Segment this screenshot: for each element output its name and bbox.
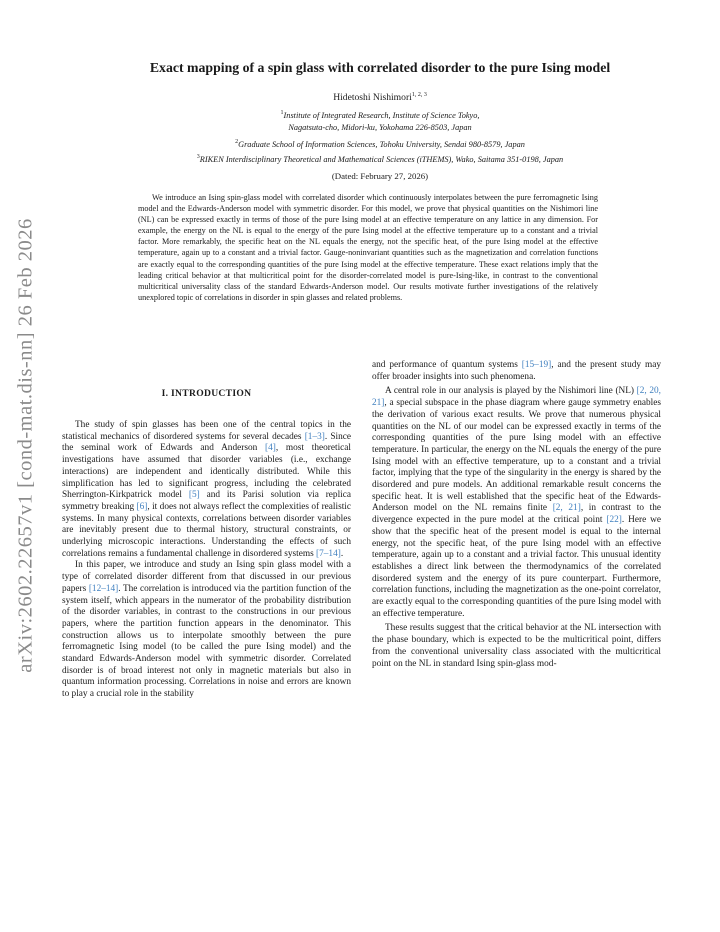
paragraph-text: , it does not always reflect the complexities of realistic systems. In many physical contexts, correlations between disorder variables are inevitably present due to thermal history, structural constraints, or underlying microscopic interactions. Understanding the effects of such correlations remains a fundamental challenge in disordered systems xyxy=(62,501,352,559)
affiliation-2-line-1: Graduate School of Information Sciences, Tohoku University, Sendai 980-8579, Japan xyxy=(238,140,525,149)
date-line: (Dated: February 27, 2026) xyxy=(331,171,429,181)
section-heading-introduction: I. INTRODUCTION xyxy=(161,388,252,399)
paragraph-text: , and the present study may offer broader insights into such phenomena. xyxy=(372,360,661,382)
paragraph-text: , a special subspace in the phase diagram where gauge symmetry enables the derivation of various exact results. We prove that numerous physical quantities on the NL of our model can be expressed exactly in terms of the corresponding quantities of the pure Ising model with an effective temperature. In particular, the energy on the NL equals the energy of the pure Ising model with an effective temperature, up to a constant and a trivial factor, implying that the type of the singularity in the energy is shared by the disordered and pure models. An additional remarkable result concerns the specific heat. It is well established that the specific heat of the Edwards-Anderson model on the NL remains finite xyxy=(372,398,661,514)
paragraph-text: These results suggest that the critical behavior at the NL intersection with the phase boundary, which is expected to be the multicritical point, differs from the conventional universality class associated with the multicritical point on the NL in standard Ising spin-glass mod- xyxy=(372,623,661,669)
author-line xyxy=(60,92,700,103)
paragraph-text: . Here we show that the specific heat of the present model is equal to the internal energy, not the specific heat, of the pure Ising model with an effective temperature, again up to a constant and a trivial factor. This unusual identity establishes a direct link between the thermodynamics of the correlated disordered system and the energy of its pure counterpart. Furthermore, correlation functions, including the magnetization as the one-point correlator, are exactly equal to the corresponding quantities of the pure Ising model with an effective temperature. xyxy=(372,515,661,619)
left-paragraph-2 xyxy=(62,560,351,700)
paragraph-text: The study of spin glasses has been one of the central topics in the statistical mechanics of disordered systems for several decades xyxy=(62,420,351,442)
abstract: We introduce an Ising spin-glass model with correlated disorder which continuously interpolates between the pure ferromagnetic Ising model and the Edwards-Anderson model with symmetric disorder. For this model, we prove that physical quantities on the Nishimori line (NL) can be expressed exactly in terms of those of the pure Ising model at an effective temperature on any lattice in any dimension. For example, the energy on the NL is equal to the energy of the pure Ising model at the effective temperature up to a constant and a trivial factor. More remarkably, the specific heat on the NL equals the energy, not the specific heat, of the pure Ising model at the effective temperature, again up to a constant and a trivial factor. Gauge-noninvariant quantities such as the magnetization and correlation functions are exactly equal to the corresponding quantities of the pure Ising model at the effective temperature. These exact relations imply that the leading critical behavior at that multicritical point for the disorder-correlated model is pure-Ising-like, in contrast to the conventional multicritical universality class of the standard Edwards-Anderson model. Our results motivate further investigations of the relatively unexplored topic of correlations in disorder in spin glasses and related problems. xyxy=(138,193,598,302)
citation-link[interactable]: [4] xyxy=(265,443,276,454)
affiliation-2-mark: 2 xyxy=(235,139,239,146)
citation-link[interactable]: [15–19] xyxy=(521,360,552,370)
affiliation-2 xyxy=(60,139,700,151)
paragraph-text: , most theoretical investigations have assumed that disorder variables (i.e., exchange interactions) are independent and identically distributed. While this simplification has led to significant progress, including the celebrated Sherrington-Kirkpatrick model xyxy=(62,443,351,501)
affiliation-1-line-1: Institute of Integrated Research, Institute of Science Tokyo, xyxy=(283,111,480,120)
paper-title: Exact mapping of a spin glass with correlated disorder to the pure Ising model xyxy=(149,60,611,75)
paragraph-text: A central role in our analysis is played by the Nishimori line (NL) xyxy=(385,386,637,397)
right-paragraph-3 xyxy=(372,623,661,670)
affiliation-1 xyxy=(60,110,700,134)
right-column xyxy=(372,360,661,670)
citation-link[interactable]: [22] xyxy=(606,515,622,526)
affiliation-3-mark: 3 xyxy=(196,154,200,161)
arxiv-identifier-stamp xyxy=(8,215,44,675)
right-paragraph-1 xyxy=(372,360,661,383)
affiliation-3 xyxy=(60,154,700,166)
affiliation-1-mark: 1 xyxy=(280,110,284,117)
paragraph-text: , in contrast to the divergence expected in the pure model at the critical point xyxy=(372,503,661,526)
right-paragraph-2 xyxy=(372,386,661,620)
citation-link[interactable]: [2, 21] xyxy=(552,503,581,514)
citation-link[interactable]: [7–14] xyxy=(316,548,341,559)
left-column xyxy=(62,420,351,701)
affiliation-3-line-1: RIKEN Interdisciplinary Theoretical and Mathematical Sciences (iTHEMS), Wako, Saitama 351-0198, Japan xyxy=(199,155,564,164)
paragraph-text: . xyxy=(340,548,344,559)
author-name: Hidetoshi Nishimori xyxy=(333,92,412,103)
left-paragraph-1 xyxy=(62,420,351,560)
paragraph-text: In this paper, we introduce and study an Ising spin glass model with a type of correlated disorder different from that discussed in our previous papers xyxy=(62,560,351,594)
citation-link[interactable]: [2, 20, 21] xyxy=(372,386,661,409)
arxiv-identifier-text: arXiv:2602.22657v1 [cond-mat.dis-nn] 26 Feb 2026 xyxy=(14,217,37,673)
paragraph-text: and performance of quantum systems xyxy=(372,360,522,370)
citation-link[interactable]: [1–3] xyxy=(304,431,325,442)
paragraph-text: and its Parisi solution via replica symmetry breaking xyxy=(62,490,352,512)
paragraph-text: . The correlation is introduced via the partition function of the system itself, which appears in the numerator of the probability distribution of the disorder variables, in contrast to the constructions in our previous papers, where the partition function appears in the denominator. This construction allows us to interpolate smoothly between the pure ferromagnetic Ising model (to be called the pure Ising model) and the standard Edwards-Anderson model with symmetric disorder. Correlated disorder is of broad interest not only in magnetic materials but also in quantum information processing. Correlations in noise and errors are known to play a crucial role in the stability xyxy=(62,583,351,700)
author-affiliation-marks: 1, 2, 3 xyxy=(411,91,427,98)
paragraph-text: . Since the seminal work of Edwards and Anderson xyxy=(62,431,351,454)
citation-link[interactable]: [12–14] xyxy=(88,583,119,594)
citation-link[interactable]: [6] xyxy=(136,501,148,512)
affiliation-1-line-2: Nagatsuta-cho, Midori-ku, Yokohama 226-8503, Japan xyxy=(288,123,472,132)
citation-link[interactable]: [5] xyxy=(188,490,200,501)
